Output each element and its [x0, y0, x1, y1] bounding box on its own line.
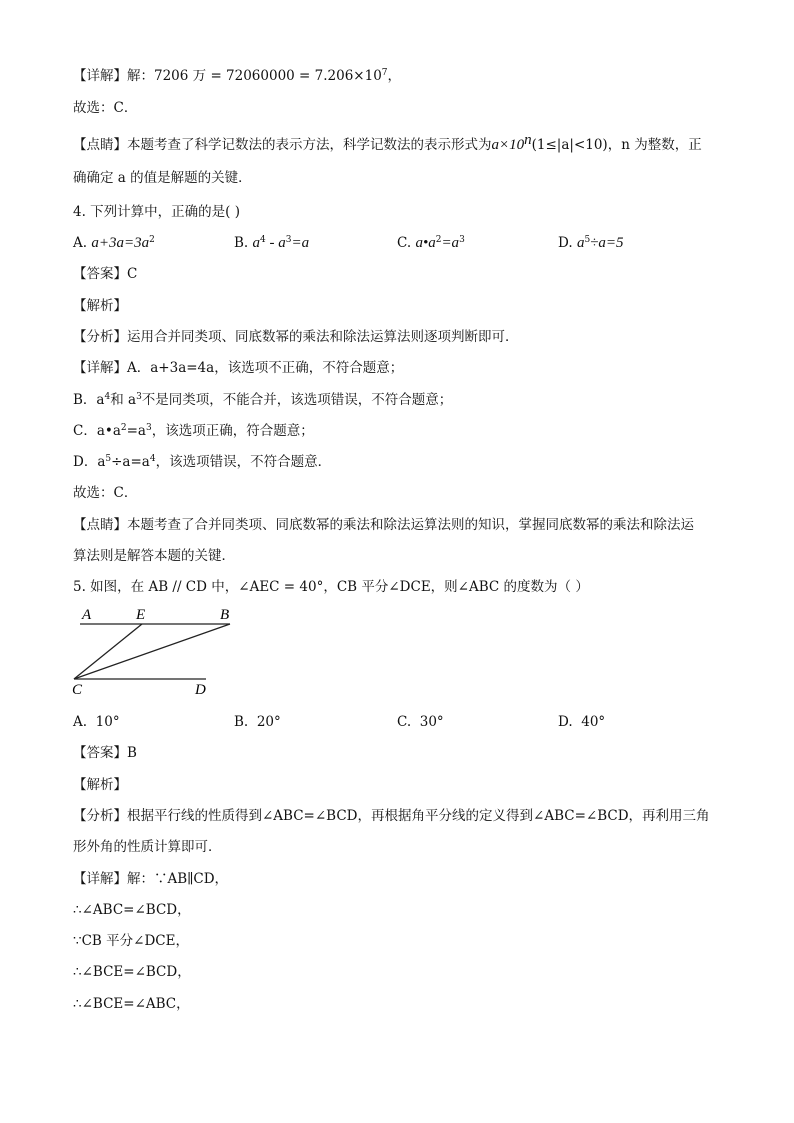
q5-option-d [558, 712, 605, 732]
detail-text: 和 a [110, 392, 137, 408]
q5-option-b [234, 712, 281, 732]
option-expr: - a [265, 235, 286, 251]
option-value: 30° [419, 714, 444, 730]
option-exp: 2 [435, 235, 442, 245]
q4-analysis-heading: 【解析】 [73, 298, 127, 314]
answer-detail-line [73, 66, 401, 86]
formula-exp: n [524, 132, 532, 148]
choose-line: 故选：C． [73, 100, 138, 116]
q4-detail-c [73, 421, 314, 441]
detail-tag: 【详解】 [73, 871, 127, 887]
option-expr: =a [291, 235, 310, 251]
exponent: 2 [120, 423, 127, 433]
q4-option-b [234, 233, 309, 253]
option-exp: 5 [584, 235, 591, 245]
q5-analysis-1 [73, 806, 710, 826]
exponent: 3 [146, 423, 152, 433]
option-label: C. [397, 235, 412, 251]
option-expr: ÷a=5 [590, 235, 624, 251]
q4-analysis [73, 327, 519, 347]
option-expr: a [252, 235, 261, 251]
exponent: 4 [104, 392, 111, 402]
option-expr: a+3a=3a [91, 235, 150, 251]
q4-option-a [73, 233, 155, 253]
q5-detail-5: ∴∠BCE=∠ABC， [73, 996, 190, 1012]
exponent: 5 [105, 454, 112, 464]
q5-detail-4: ∴∠BCE=∠BCD， [73, 964, 191, 980]
option-label: C. [397, 714, 412, 730]
option-exp: 3 [459, 235, 465, 245]
analysis-tag: 【分析】 [73, 329, 127, 345]
q5-stem: 5. 如图，在 AB // CD 中，∠AEC = 40°，CB 平分∠DCE，则∠ABC 的度数为（ ） [73, 579, 589, 595]
comment-tag: 【点睛】 [73, 137, 127, 153]
detail-text: B．a [73, 392, 105, 408]
detail-text: ，该选项正确，符合题意； [151, 423, 314, 439]
option-expr: a•a [415, 235, 436, 251]
label-b: B [220, 607, 230, 623]
detail-text: =a [126, 423, 146, 439]
answer-value: C [127, 266, 138, 282]
exponent: 4 [149, 454, 156, 464]
q5-detail-2: ∴∠ABC=∠BCD， [73, 902, 191, 918]
answer-tag: 【答案】 [73, 745, 127, 761]
option-label: A. [73, 714, 88, 730]
q5-answer [73, 743, 137, 763]
q4-choose: 故选：C． [73, 485, 138, 501]
analysis-text: 根据平行线的性质得到∠ABC=∠BCD，再根据角平分线的定义得到∠ABC=∠BCD，再利用三角 [127, 808, 710, 824]
q4-detail-a [73, 358, 403, 378]
q5-analysis-heading: 【解析】 [73, 777, 127, 793]
option-exp: 4 [260, 235, 266, 245]
comment-text: 本题考查了合并同类项、同底数幂的乘法和除法运算法则的知识，掌握同底数幂的乘法和除法运 [127, 517, 694, 533]
option-label: D. [558, 235, 573, 251]
q4-option-d [558, 233, 624, 253]
q4-stem: 4. 下列计算中，正确的是( ) [73, 204, 240, 220]
detail-text: ，该选项错误，不符合题意． [155, 454, 332, 470]
answer-tag: 【答案】 [73, 266, 127, 282]
label-e: E [136, 607, 146, 623]
option-label: D. [558, 714, 573, 730]
q4-answer [73, 264, 137, 284]
q4-detail-d [73, 452, 331, 472]
option-value: 20° [256, 714, 281, 730]
comment-text: 本题考查了科学记数法的表示方法，科学记数法的表示形式为 [127, 137, 492, 153]
punct: ， [387, 68, 402, 84]
option-value: 40° [581, 714, 606, 730]
analysis-tag: 【分析】 [73, 808, 127, 824]
comment-line-1 [73, 132, 702, 155]
q4-option-c [397, 233, 465, 253]
q5-analysis-2: 形外角的性质计算即可． [73, 839, 222, 855]
formula-range: (1≤|a|<10) [531, 137, 608, 153]
exponent: 7 [381, 68, 388, 78]
q4-comment-2: 算法则是解答本题的关键． [73, 548, 235, 564]
line-cb [74, 624, 230, 679]
detail-text: A．a+3a=4a，该选项不正确，不符合题意； [127, 360, 404, 376]
answer-value: B [127, 745, 137, 761]
geometry-figure [70, 604, 250, 700]
option-label: B. [234, 714, 249, 730]
option-expr: a [576, 235, 585, 251]
detail-text: D．a [73, 454, 106, 470]
label-d: D [195, 682, 206, 696]
detail-text: 不是同类项，不能合并，该选项错误，不符合题意； [141, 392, 453, 408]
option-expr: =a [441, 235, 460, 251]
option-label: B. [234, 235, 249, 251]
detail-text: 解：∵AB∥CD， [127, 871, 229, 887]
detail-tag: 【详解】 [73, 68, 127, 84]
q5-detail-1 [73, 869, 228, 889]
comment-line-2: 确确定 a 的值是解题的关键． [73, 170, 252, 186]
line-ce [74, 624, 142, 679]
analysis-text: 运用合并同类项、同底数幂的乘法和除法运算法则逐项判断即可． [127, 329, 519, 345]
detail-text: ÷a=a [111, 454, 150, 470]
option-label: A. [73, 235, 88, 251]
exponent: 3 [136, 392, 142, 402]
detail-tag: 【详解】 [73, 360, 127, 376]
formula: a×10 [491, 137, 525, 153]
comment-tag: 【点睛】 [73, 517, 127, 533]
option-exp: 3 [285, 235, 292, 245]
q4-comment-1 [73, 515, 694, 535]
label-c: C [72, 682, 83, 696]
parallel-lines-diagram [70, 604, 250, 696]
q5-option-a [73, 712, 120, 732]
label-a: A [82, 607, 92, 623]
comment-tail: ，n 为整数，正 [607, 137, 702, 153]
detail-text: C．a•a [73, 423, 121, 439]
q4-detail-b [73, 390, 452, 410]
q5-option-c [397, 712, 444, 732]
option-exp: 2 [149, 235, 155, 245]
option-value: 10° [95, 714, 120, 730]
detail-text: 解：7206 万 = 72060000 = 7.206×10 [127, 68, 382, 84]
q5-detail-3: ∵CB 平分∠DCE， [73, 933, 189, 949]
